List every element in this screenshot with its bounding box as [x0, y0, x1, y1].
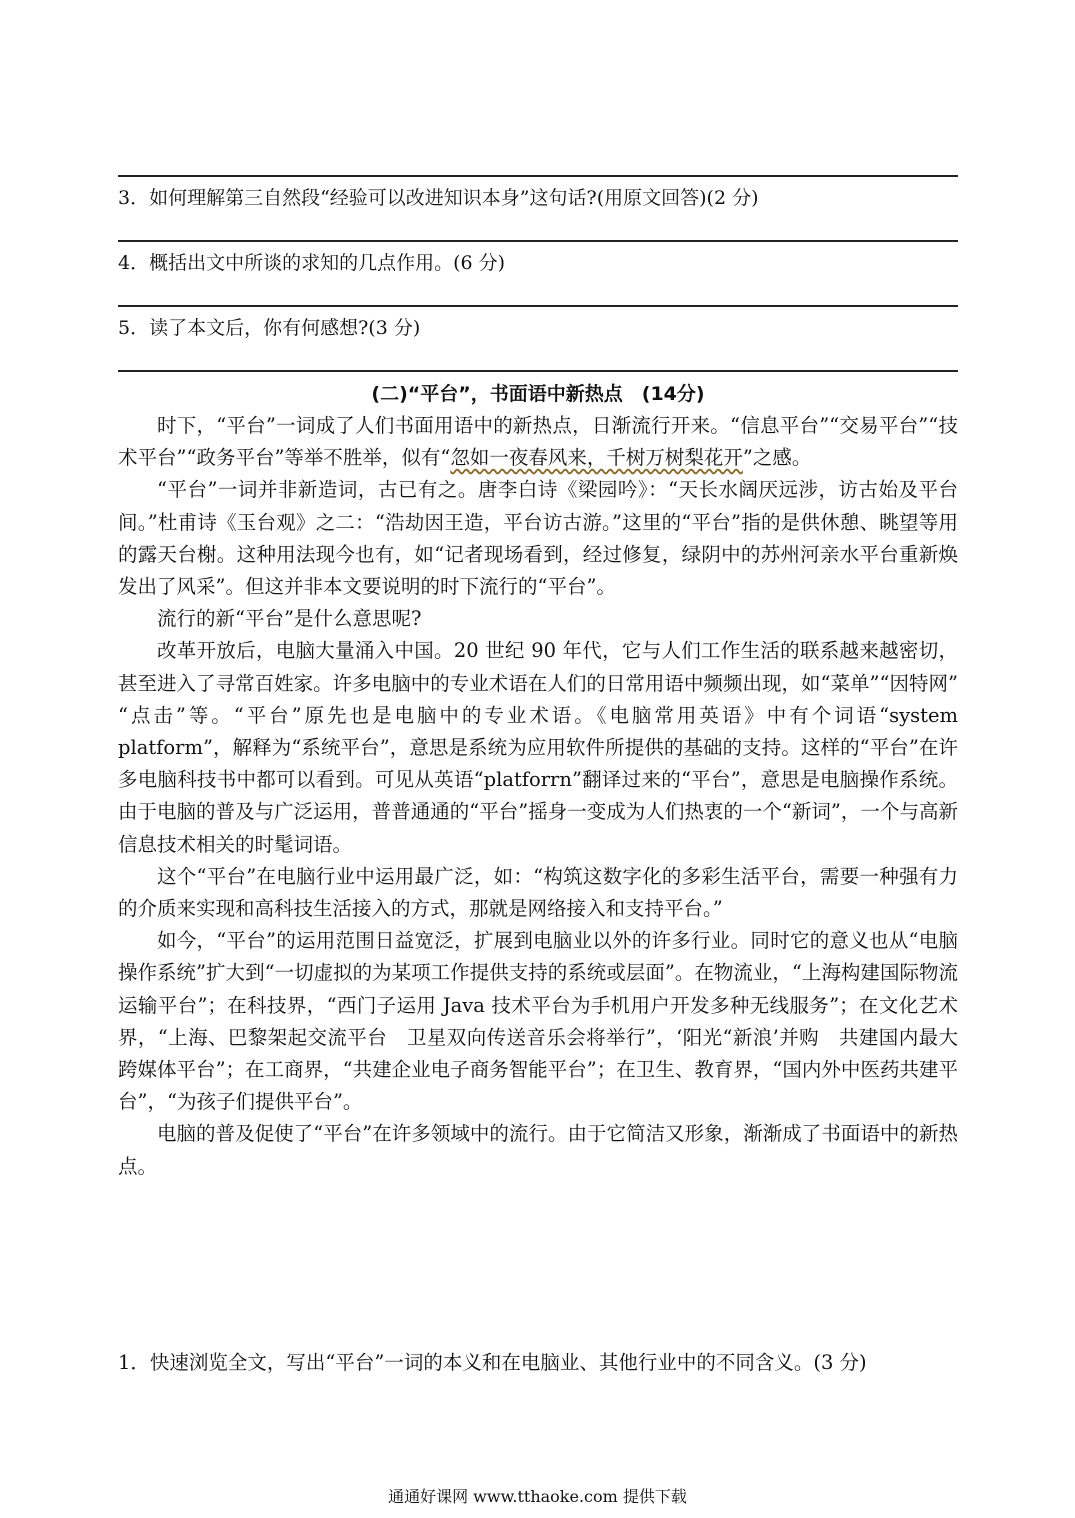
paragraph-2: “平台”一词并非新造词，古已有之。唐李白诗《梁园吟》：“天长水阔厌远涉，访古始及平台间。”杜甫诗《玉台观》之二：“浩劫因王造，平台访古游。”这里的“平台”指的是供休憩、眺望等用的露天台榭。这种用法现今也有，如“记者现场看到，经过修复，绿阴中的苏州河亲水平台重新焕发出了风采”。但这并非本文要说明的时下流行的“平台”。	[118, 478, 958, 599]
question-4: 4．概括出文中所谈的求知的几点作用。(6 分)	[118, 252, 506, 274]
question-5: 5．读了本文后，你有何感想?(3 分)	[118, 317, 421, 339]
paragraph-7: 电脑的普及促使了“平台”在许多领域中的流行。由于它简洁又形象，渐渐成了书面语中的新热点。	[118, 1122, 958, 1178]
paragraph-1-text-a: 时下，“平台”一词成了人们书面用语中的新热点，日渐流行开来。“信息平台”“交易平台”“技术平台”“政务平台”等举不胜举，似有“	[118, 414, 958, 470]
paragraph-6: 如今，“平台”的运用范围日益宽泛，扩展到电脑业以外的许多行业。同时它的意义也从“电脑操作系统”扩大到“一切虚拟的为某项工作提供支持的系统或层面”。在物流业，“上海构建国际物流运输平台”；在科技界，“西门子运用 Java 技术平台为手机用户开发多种无线服务”；在文化艺术界，“上海、巴黎架起交流平台 卫星双向传送音乐会将举行”，‘阳光“新浪’并购 共建国内最大跨媒体平台”；在工商界，“共建企业电子商务智能平台”；在卫生、教育界，“国内外中医药共建平台”，“为孩子们提供平台”。	[118, 929, 958, 1114]
paragraph-4: 改革开放后，电脑大量涌入中国。20 世纪 90 年代，它与人们工作生活的联系越来越密切，甚至进入了寻常百姓家。许多电脑中的专业术语在人们的日常用语中频频出现，如“菜单”“因特网” “点击”等。“平台”原先也是电脑中的专业术语。《电脑常用英语》中有个词语“system platform”，解释为“系统平台”，意思是系统为应用软件所提供的基础的支持。这样的“平台”在许多电脑科技书中都可以看到。可见从英语“platforrn”翻译过来的“平台”，意思是电脑操作系统。由于电脑的普及与广泛运用，普普通通的“平台”摇身一变成为人们热衷的一个“新词”，一个与高新信息技术相关的时髦词语。	[118, 639, 958, 856]
answer-line-4	[118, 370, 958, 372]
paragraph-1-text-b: ”之感。	[742, 446, 812, 470]
paragraph-1	[118, 410, 958, 474]
section-title: (二)“平台”，书面语中新热点 (14分)	[371, 383, 705, 405]
page-footer: 通通好课网 www.tthaoke.com 提供下载	[388, 1487, 687, 1506]
question-1: 1．快速浏览全文，写出“平台”一词的本义和在电脑业、其他行业中的不同含义。(3 分)	[118, 1351, 867, 1374]
answer-line-2	[118, 240, 958, 242]
article-body	[118, 410, 958, 1183]
wavy-underlined-quote: 忽如一夜春风来，千树万树梨花开	[450, 446, 743, 470]
paragraph-5: 这个“平台”在电脑行业中运用最广泛，如：“构筑这数字化的多彩生活平台，需要一种强有力的介质来实现和高科技生活接入的方式，那就是网络接入和支持平台。”	[118, 864, 958, 921]
answer-line-3	[118, 305, 958, 307]
paragraph-3: 流行的新“平台”是什么意思呢?	[157, 607, 422, 631]
answer-line-1	[118, 175, 958, 177]
question-3: 3．如何理解第三自然段“经验可以改进知识本身”这句话?(用原文回答)(2 分)	[118, 187, 759, 209]
